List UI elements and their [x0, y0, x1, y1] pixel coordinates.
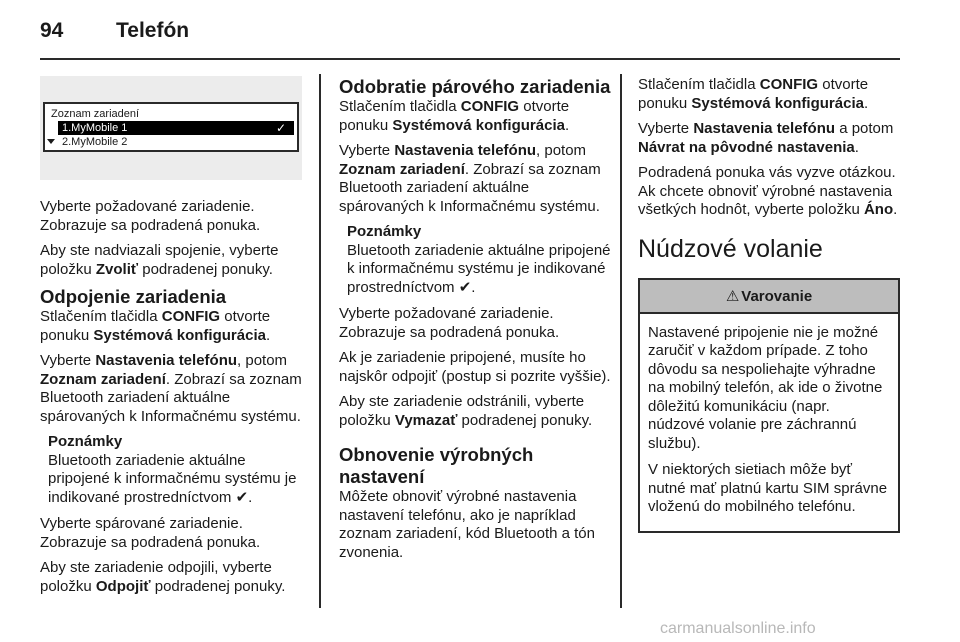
column-3 — [638, 76, 904, 533]
paragraph: Aby ste nadviazali spojenie, vyberte položku Zvoliť podradenej ponuky. — [40, 242, 279, 278]
column-1 — [40, 76, 310, 603]
warning-text: Nastavené pripojenie nie je možné zaručiť v každom prípade. Z toho dôvodu sa nespoliehajte výhradne na mobilný telefón, ak ide o životne dôležitú komunikáciu (napr. núdzové volanie pre záchrannú službu). — [648, 323, 883, 452]
note-text: Bluetooth zariadenie aktuálne pripojené k informačnému systému je indikované prostredníctvom ✔. — [48, 451, 297, 506]
device-list-screenshot — [40, 76, 302, 180]
note-title: Poznámky — [48, 433, 123, 450]
section-heading-emergency: Núdzové volanie — [638, 234, 823, 263]
device-list-item-selected — [58, 121, 294, 135]
paragraph: Vyberte spárované zariadenie. Zobrazuje sa podradená ponuka. — [40, 515, 261, 551]
column-divider-2 — [620, 74, 622, 608]
device-list-item — [58, 135, 127, 149]
note-title: Poznámky — [347, 223, 422, 240]
device-list-title: Zoznam zariadení — [51, 108, 140, 120]
device-list-item-label: 1.MyMobile 1 — [62, 122, 128, 134]
paragraph: Vyberte požadované zariadenie. Zobrazuje sa podradená ponuka. — [339, 305, 560, 341]
note-box — [48, 433, 310, 507]
note-box — [347, 223, 611, 297]
warning-box — [638, 278, 900, 533]
header-divider — [40, 58, 900, 60]
watermark: carmanualsonline.info — [660, 620, 816, 637]
arrow-down-icon — [47, 139, 55, 144]
paragraph: Aby ste zariadenie odpojili, vyberte položku Odpojiť podradenej ponuky. — [40, 559, 286, 595]
section-heading-remove: Odobratie párového zariadenia — [339, 76, 611, 97]
paragraph: Stlačením tlačidla CONFIG otvorte ponuku Systémová konfigurácia. — [638, 76, 869, 112]
warning-icon: ⚠ — [725, 287, 740, 305]
paragraph: Podradená ponuka vás vyzve otázkou. Ak chcete obnoviť výrobné nastavenia všetkých hodnôt, vyberte položku Áno. — [638, 164, 898, 218]
warning-title: Varovanie — [741, 287, 813, 305]
warning-header — [640, 280, 898, 314]
paragraph: Aby ste zariadenie odstránili, vyberte položku Vymazať podradenej ponuky. — [339, 393, 593, 429]
paragraph: Vyberte Nastavenia telefónu, potom Zoznam zariadení. Zobrazí sa zoznam Bluetooth zariadení aktuálne spárovaných k Informačnému systému. — [339, 142, 601, 215]
paragraph: Stlačením tlačidla CONFIG otvorte ponuku Systémová konfigurácia. — [339, 98, 570, 134]
section-heading-factory-reset: Obnovenie výrobných nastavení — [339, 444, 534, 487]
paragraph: Vyberte Nastavenia telefónu, potom Zoznam zariadení. Zobrazí sa zoznam Bluetooth zariadení aktuálne spárovaných k Informačnému systému. — [40, 352, 302, 425]
paragraph: Stlačením tlačidla CONFIG otvorte ponuku Systémová konfigurácia. — [40, 308, 271, 344]
warning-text: V niektorých sietiach môže byť nutné mať platnú kartu SIM správne vloženú do mobilného telefónu. — [648, 461, 888, 515]
column-2 — [339, 76, 611, 569]
device-list-item-label: 2.MyMobile 2 — [62, 136, 128, 148]
page-header — [0, 0, 960, 64]
section-heading-disconnect: Odpojenie zariadenia — [40, 286, 227, 307]
note-text: Bluetooth zariadenie aktuálne pripojené k informačnému systému je indikované prostredníctvom ✔. — [347, 241, 611, 296]
page-number: 94 — [40, 19, 64, 42]
device-list-frame — [43, 102, 299, 152]
paragraph: Vyberte Nastavenia telefónu a potom Návrat na pôvodné nastavenia. — [638, 120, 894, 156]
paragraph: Ak je zariadenie pripojené, musíte ho najskôr odpojiť (postup si pozrite vyššie). — [339, 349, 611, 385]
paragraph: Vyberte požadované zariadenie. Zobrazuje sa podradená ponuka. — [40, 198, 261, 234]
paragraph: Môžete obnoviť výrobné nastavenia nastavení telefónu, ako je napríklad zoznam zariadení, kód Bluetooth a tón zvonenia. — [339, 488, 595, 561]
page-title: Telefón — [116, 19, 190, 42]
warning-body — [640, 314, 898, 531]
column-divider-1 — [319, 74, 321, 608]
check-icon: ✓ — [275, 121, 286, 135]
